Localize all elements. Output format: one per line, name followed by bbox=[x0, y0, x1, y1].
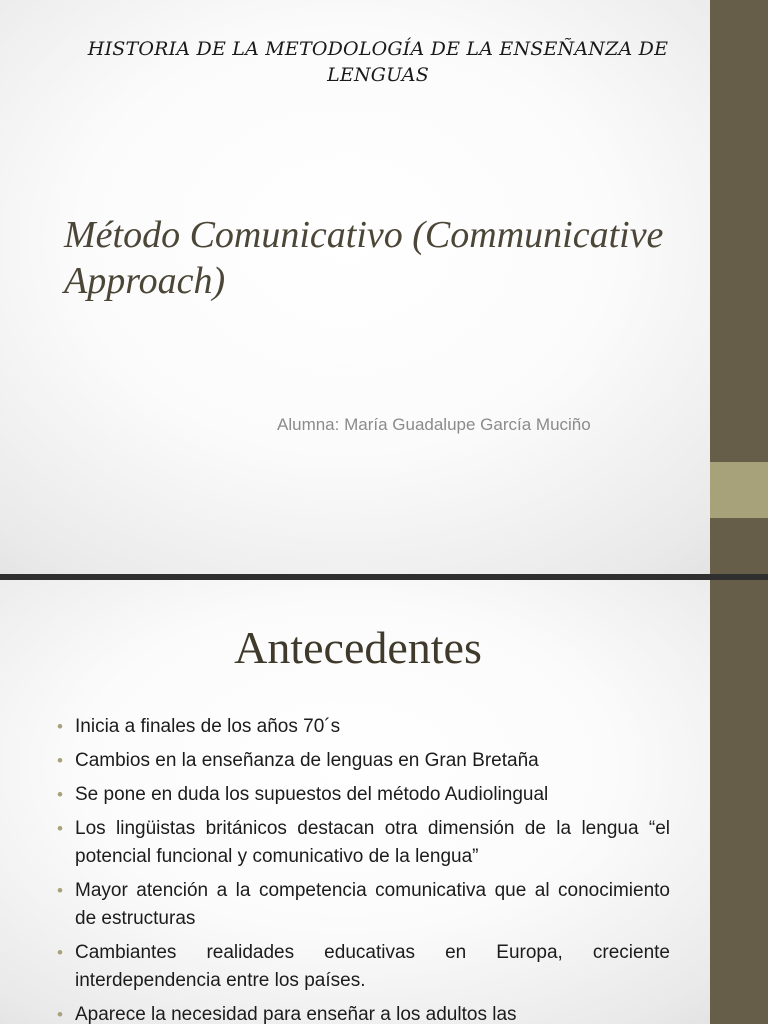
bullet-item: • Inicia a finales de los años 70´s bbox=[55, 713, 670, 741]
bullet-item: • Aparece la necesidad para enseñar a los adultos las bbox=[55, 1001, 670, 1024]
bullet-item: • Mayor atención a la competencia comunicativa que al conocimiento de estructuras bbox=[55, 877, 670, 933]
bullet-list bbox=[55, 713, 670, 1024]
section-heading: Antecedentes bbox=[234, 622, 482, 673]
presentation-header: HISTORIA DE LA METODOLOGÍA DE LA ENSEÑANZA DE LENGUAS bbox=[87, 38, 669, 86]
slide-main-title: Método Comunicativo (Communicative Approach) bbox=[64, 214, 664, 302]
bullet-item: • Los lingüistas británicos destacan otra dimensión de la lengua “el potencial funcional y comunicativo de la lengua” bbox=[55, 815, 670, 871]
bullet-item: • Se pone en duda los supuestos del método Audiolingual bbox=[55, 781, 670, 809]
bullet-item: • Cambiantes realidades educativas en Europa, creciente interdependencia entre los países. bbox=[55, 939, 670, 995]
bullet-item: • Cambios en la enseñanza de lenguas en Gran Bretaña bbox=[55, 747, 670, 775]
author-line: Alumna: María Guadalupe García Muciño bbox=[277, 415, 591, 434]
slide-sidebar-accent bbox=[710, 462, 768, 518]
slide-sidebar-bar bbox=[710, 580, 768, 1024]
content-slide bbox=[0, 580, 768, 1024]
